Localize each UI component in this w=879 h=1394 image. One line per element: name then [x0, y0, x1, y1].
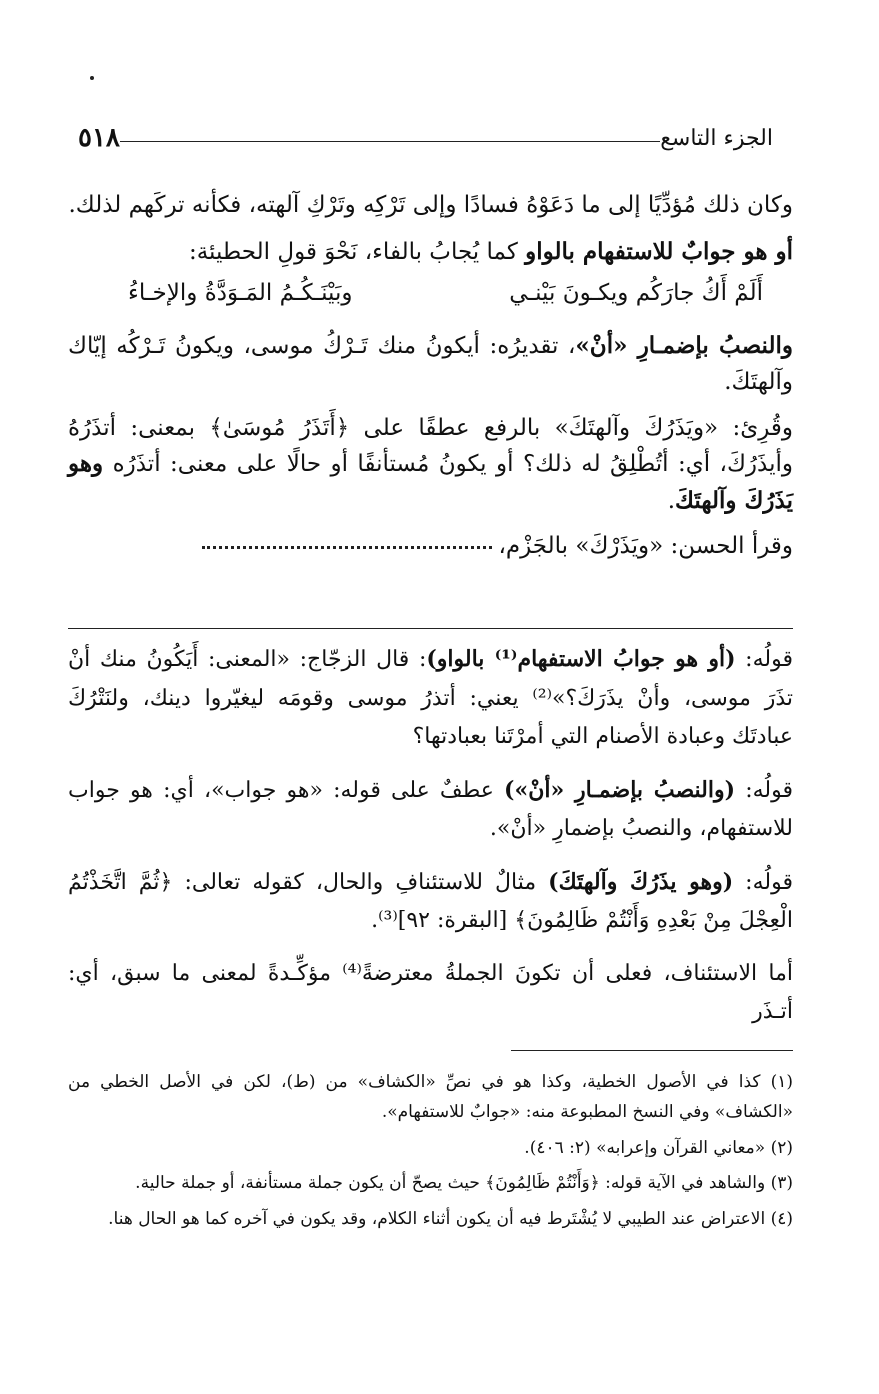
- verse-first-hemistich: أَلَمْ أَكُ جارَكُم ويكـونَ بَيْنـي: [509, 280, 763, 307]
- verse-second-hemistich: وبَيْنَـكُـمُ المَـوَدَّةُ والإخـاءُ: [128, 280, 353, 307]
- footnote-1: (١) كذا في الأصول الخطية، وكذا هو في نصِّ «الكشاف» من (ط)، لكن في الأصل الخطي من «الكشاف» وفي النسخ المطبوعة منه: «جوابٌ للاستفهام».: [68, 1072, 793, 1122]
- footnote-3: (٣) والشاهد في الآية قوله: ﴿وَأَنْتُمْ ظَالِمُونَ﴾ حيث يصحّ أن يكون جملة مستأنفة، أو جملة حالية.: [135, 1173, 793, 1194]
- paragraph-text: .: [667, 487, 676, 514]
- paragraph-text: قولُه:: [733, 869, 793, 895]
- footnote-rule: [511, 1050, 793, 1051]
- page-header: [58, 118, 793, 158]
- part-title: الجزء التاسع: [660, 125, 773, 151]
- main-paragraph-3: [68, 328, 793, 400]
- paragraph-text: قولُه:: [735, 647, 793, 672]
- paragraph-text: عطفٌ على قوله: «هو جواب»، أي: هو جواب للاستفهام، والنصبُ بإضمارِ «أنْ».: [68, 777, 793, 841]
- main-paragraph-5: [68, 529, 793, 565]
- paragraph-text: قولُه:: [735, 777, 793, 803]
- ink-dot: [90, 76, 94, 80]
- main-paragraph-2: [68, 234, 793, 271]
- footnote-2: (٢) «معاني القرآن وإعرابه» (٢: ٤٠٦).: [524, 1137, 793, 1158]
- paragraph-text: كما يُجابُ بالفاء، نَحْوَ قولِ الحطيئة:: [188, 238, 526, 265]
- paragraph-text: : قال الزجّاج: «المعنى: أَيَكُونُ منك أنْ تذَرَ موسى، وأنْ يذَرَكَ؟»⁽²⁾ يعني: أتذرُ موسى وقومَه ليغيّروا دينك، ولنَتْرُكَ عبادتَك وعبادة الأصنام التي أمرْتَنا بعبادتها؟: [68, 647, 794, 749]
- main-paragraph-1: وكان ذلك مُؤدِّيًا إلى ما دَعَوْهُ فسادًا وإلى تَرْكِه وتَرْكِ آلهته، فكأنه تركَهم لذلك.: [68, 192, 793, 218]
- main-text: [68, 188, 793, 575]
- commentary-paragraph-3: [68, 863, 793, 941]
- section-separator: [68, 628, 793, 629]
- quoted-phrase: (والنصبُ بإضمـارِ «أنْ»): [504, 776, 736, 803]
- paragraph-text: ، تقديرُه: أيكونُ منك تَـرْكُ موسى، ويكونُ تَـرْكُه إيّاك وآلهتَكَ.: [68, 333, 793, 395]
- paragraph-text: وقُرِئ: «ويَذَرُكَ وآلهتَكَ» بالرفع عطفًا على ﴿أَتَذَرُ مُوسَىٰ﴾ بمعنى: أتذَرُهُ وأيذَرُكَ، أي: أتُطْلِقُ له ذلك؟ أو يكونُ مُستأنفًا أو حالًا على معنى: أتذَرُه: [68, 414, 793, 478]
- quoted-phrase: وهو يَذَرُكَ وآلهتَكَ: [68, 450, 793, 514]
- dotted-leader: [202, 546, 492, 549]
- quoted-phrase: والنصبُ بإضمـارِ «أنْ»: [575, 332, 794, 360]
- paragraph-text: وقرأ الحسن: «ويَذَرْكَ» بالجَزْم،: [498, 533, 793, 560]
- quoted-phrase: (أو هو جوابُ الاستفهام⁽¹⁾ بالواو): [426, 646, 736, 672]
- footnote-4: (٤) الاعتراض عند الطيبي لا يُشْتَرط فيه أن يكون أثناء الكلام، وقد يكون في آخره كما هو الحال هنا.: [108, 1209, 793, 1229]
- header-rule: [120, 141, 660, 142]
- paragraph-text: مثالٌ للاستئنافِ والحال، كقوله تعالى: ﴿ثُمَّ اتَّخَذْتُمُ الْعِجْلَ مِنْ بَعْدِهِ وَأَنْتُمْ ظَالِمُونَ﴾ [البقرة: ٩٢]⁽³⁾.: [68, 869, 793, 933]
- quoted-phrase: (وهو يذَرُكَ وآلهتَكَ): [548, 868, 734, 895]
- commentary-paragraph-2: [68, 771, 793, 849]
- main-paragraph-4: [68, 411, 793, 520]
- commentary-paragraph-1: [68, 640, 793, 757]
- footnotes: [68, 1068, 793, 1241]
- poetry-verse: [128, 280, 763, 306]
- commentary: [68, 640, 793, 1046]
- quoted-phrase: أو هو جوابٌ للاستفهام بالواو: [525, 237, 793, 265]
- commentary-paragraph-4: أما الاستئناف، فعلى أن تكونَ الجملةُ معترضةً⁽⁴⁾ مؤكِّـدةً لمعنى ما سبق، أي: أتـذَر: [68, 960, 793, 1024]
- page-number: ٥١٨: [78, 123, 120, 153]
